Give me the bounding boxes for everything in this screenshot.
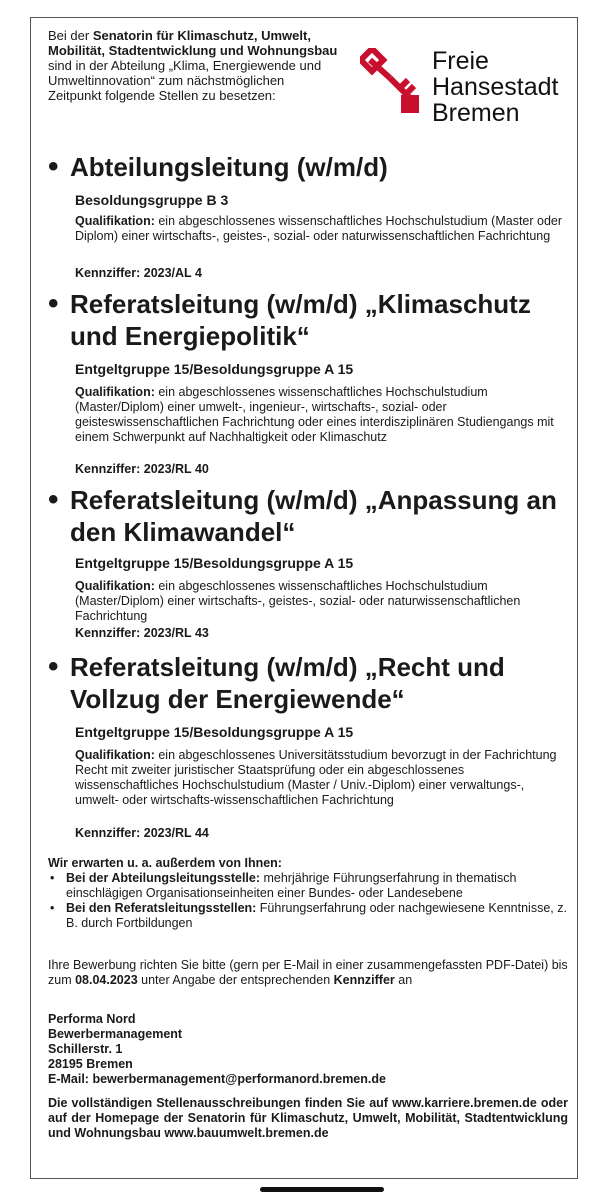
position-title: Referatsleitung (w/m/d) „Klimaschutz und Energiepolitik“ (70, 289, 531, 351)
qual-label: Qualifikation: (75, 214, 155, 228)
qual-label: Qualifikation: (75, 748, 155, 762)
expectation-text: Führungserfahrung oder nachgewiesene Kenntnisse, z. B. durch Fortbildungen (66, 901, 567, 930)
position-qualification (75, 214, 570, 244)
position-qualification (75, 579, 570, 624)
apply-post: an (394, 973, 413, 987)
expectations (48, 856, 568, 931)
logo-line-2: Hansestadt (432, 73, 559, 101)
bremen-logo (360, 48, 570, 128)
qual-text: ein abgeschlossenes wissenschaftliches Hochschulstudium (Master/Diplom) einer wirtschafts-, geistes-, sozial- oder naturwissenschaftlichen Fachrichtung (75, 579, 521, 623)
address-street: Schillerstr. 1 (48, 1042, 123, 1056)
address-block (48, 1012, 568, 1087)
position-grade: Entgeltgruppe 15/Besoldungsgruppe A 15 (75, 724, 354, 740)
expectation-text: mehrjährige Führungserfahrung in thematisch einschlägigen Organisationseinheiten einer Bundes- oder Landesebene (66, 871, 517, 900)
qual-text: ein abgeschlossenes wissenschaftliches Hochschulstudium (Master/Diplom) einer umwelt-, ingenieur-, wirtschafts-, sozial- oder geisteswissenschaftlichen Fachrichtung oder eines interdisziplinären Studiengangs mit einem Schwerpunkt auf Nachhaltigkeit oder Klimaschutz (75, 385, 554, 444)
qual-text: ein abgeschlossenes wissenschaftliches Hochschulstudium (Master oder Diplom) einer wirtschafts-, geistes-, sozial- oder naturwissenschaftlichen Fachrichtung (75, 214, 563, 243)
qual-label: Qualifikation: (75, 579, 155, 593)
bullet: • (48, 287, 59, 320)
logo-line-1: Freie (432, 47, 489, 75)
apply-pre: Ihre Bewerbung richten Sie bitte (gern per E-Mail in einer zusammengefassten PDF-Datei) bis zum (48, 958, 568, 987)
position-kennziffer: Kennziffer: 2023/RL 40 (75, 462, 209, 476)
position-grade: Entgeltgruppe 15/Besoldungsgruppe A 15 (75, 555, 354, 571)
apply-mid: unter Angabe der entsprechenden (137, 973, 334, 987)
position-title: Abteilungsleitung (w/m/d) (70, 152, 388, 182)
position-kennziffer: Kennziffer: 2023/RL 43 (75, 626, 209, 640)
qual-text: ein abgeschlossenes Universitätsstudium bevorzugt in der Fachrichtung Recht mit zweiter juristischer Staatsprüfung oder ein abgeschlossenes wissenschaftliches Hochschulstudium (Master / Univ.-Diplom) einer verwaltungs-, umwelt- oder wirtschafts-wissenschaftlichen Fachrichtung (75, 748, 557, 807)
expectation-item: • Bei den Referatsleitungsstellen: Führungserfahrung oder nachgewiesene Kenntnisse, z. B. durch Fortbildungen (50, 901, 567, 930)
expectation-label: Bei der Abteilungsleitungsstelle: (66, 871, 261, 885)
position-qualification (75, 748, 570, 808)
address-city: 28195 Bremen (48, 1057, 133, 1071)
position-grade: Besoldungsgruppe B 3 (75, 192, 229, 208)
position-qualification (75, 385, 570, 445)
intro-text (48, 28, 338, 103)
bullet: • (48, 150, 59, 183)
outro-text: Die vollständigen Stellenausschreibungen finden Sie auf www.karriere.bremen.de oder auf der Homepage der Senatorin für Klimaschutz, Umwelt, Mobilität, Stadtentwicklung und Wohnungsbau www.bauumwelt.bremen.de (48, 1096, 568, 1140)
bremen-key-icon (360, 48, 422, 118)
apply-kennziffer: Kennziffer (333, 973, 395, 987)
logo-wordmark (432, 48, 558, 126)
address-org: Performa Nord (48, 1012, 136, 1026)
position-grade: Entgeltgruppe 15/Besoldungsgruppe A 15 (75, 361, 354, 377)
application-instructions (48, 958, 568, 988)
expectation-label: Bei den Referatsleitungsstellen: (66, 901, 257, 915)
position-title: Referatsleitung (w/m/d) „Anpassung an den Klimawandel“ (70, 485, 557, 547)
intro-post: sind in der Abteilung „Klima, Energiewende und Umweltinnovation“ zum nächstmöglichen Zeitpunkt folgende Stellen zu besetzen: (48, 58, 322, 103)
apply-deadline: 08.04.2023 (75, 973, 138, 987)
bullet: • (48, 483, 59, 516)
address-email[interactable]: E-Mail: bewerbermanagement@performanord.bremen.de (48, 1072, 386, 1086)
intro-pre: Bei der (48, 28, 93, 43)
expectations-heading: Wir erwarten u. a. außerdem von Ihnen: (48, 856, 282, 870)
intro-org: Senatorin für Klimaschutz, Umwelt, Mobilität, Stadtentwicklung und Wohnungsbau (48, 28, 338, 58)
bullet: • (48, 650, 59, 683)
address-dept: Bewerbermanagement (48, 1027, 183, 1041)
position-title: Referatsleitung (w/m/d) „Recht und Vollzug der Energiewende“ (70, 652, 505, 714)
position-kennziffer: Kennziffer: 2023/AL 4 (75, 266, 202, 280)
position-kennziffer: Kennziffer: 2023/RL 44 (75, 826, 209, 840)
qual-label: Qualifikation: (75, 385, 155, 399)
home-indicator[interactable] (260, 1187, 384, 1192)
logo-line-3: Bremen (432, 99, 520, 127)
expectation-item: • Bei der Abteilungsleitungsstelle: mehrjährige Führungserfahrung in thematisch einschlägigen Organisationseinheiten einer Bundes- oder Landesebene (50, 871, 517, 900)
